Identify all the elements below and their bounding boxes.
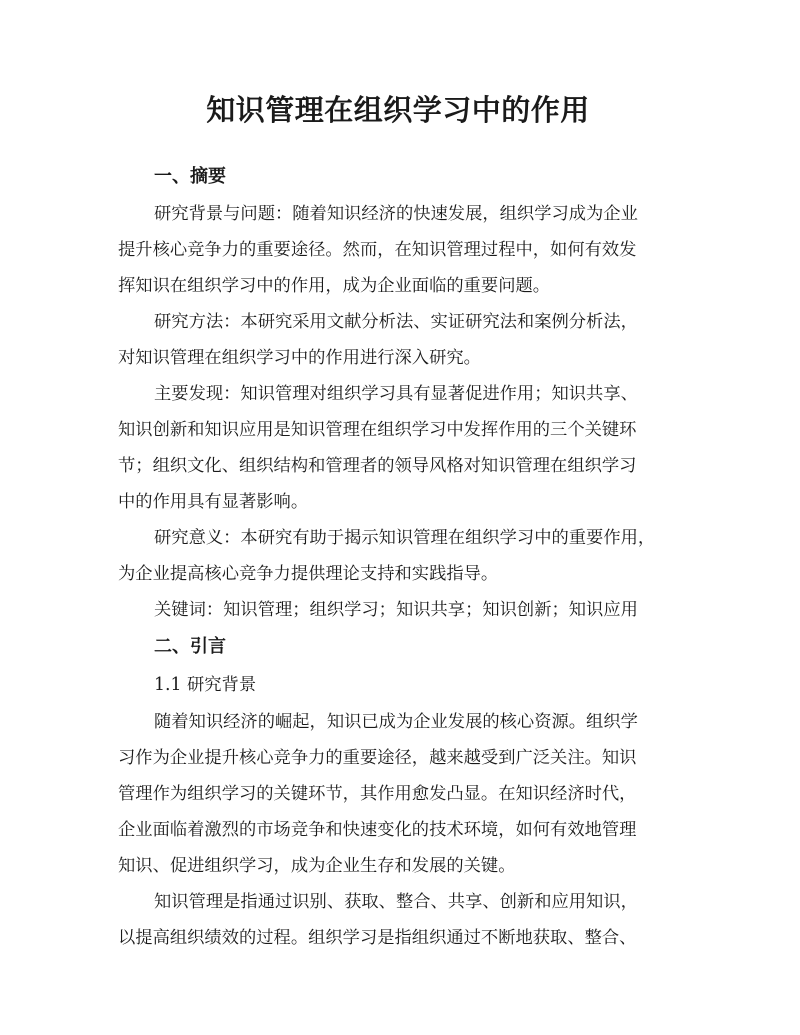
text-line: 中的作用具有显著影响。 [118,492,309,512]
document-title: 知识管理在组织学习中的作用 [206,93,590,127]
text-line: 为企业提高核心竞争力提供理论支持和实践指导。 [118,564,499,584]
keywords-line [118,592,678,628]
text-line: 以提高组织绩效的过程。组织学习是指组织通过不断地获取、整合、 [118,928,637,948]
abstract-significance-paragraph [118,520,678,592]
abstract-background-paragraph [118,196,678,304]
text-line: 知识、促进组织学习，成为企业生存和发展的关键。 [118,856,516,876]
document-page [118,88,678,956]
text-line: 知识管理是指通过识别、获取、整合、共享、创新和应用知识， [154,892,638,912]
text-line: 节；组织文化、组织结构和管理者的领导风格对知识管理在组织学习 [118,456,637,476]
text-line: 研究背景与问题：随着知识经济的快速发展，组织学习成为企业 [154,204,638,224]
text-line: 知识创新和知识应用是知识管理在组织学习中发挥作用的三个关键环 [118,420,637,440]
text-line: 管理作为组织学习的关键环节，其作用愈发凸显。在知识经济时代， [118,784,637,804]
text-line: 随着知识经济的崛起，知识已成为企业发展的核心资源。组织学 [154,712,638,732]
text-line: 研究方法：本研究采用文献分析法、实证研究法和案例分析法， [154,312,638,332]
text-line: 提升核心竞争力的重要途径。然而，在知识管理过程中，如何有效发 [118,240,637,260]
text-line: 关键词：知识管理；组织学习；知识共享；知识创新；知识应用 [154,600,638,620]
abstract-methods-paragraph [118,304,678,376]
intro-paragraph-1 [118,704,678,884]
text-line: 研究意义：本研究有助于揭示知识管理在组织学习中的重要作用， [154,528,656,548]
abstract-heading: 一、摘要 [154,166,226,187]
text-line: 企业面临着激烈的市场竞争和快速变化的技术环境，如何有效地管理 [118,820,637,840]
text-line: 主要发现：知识管理对组织学习具有显著促进作用；知识共享、 [154,384,638,404]
intro-paragraph-2 [118,884,678,956]
section-heading-1-1: 1.1 研究背景 [154,675,257,695]
abstract-findings-paragraph [118,376,678,520]
text-line: 挥知识在组织学习中的作用，成为企业面临的重要问题。 [118,276,551,296]
text-line: 对知识管理在组织学习中的作用进行深入研究。 [118,348,481,368]
text-line: 习作为企业提升核心竞争力的重要途径，越来越受到广泛关注。知识 [118,748,637,768]
intro-heading: 二、引言 [154,636,226,657]
